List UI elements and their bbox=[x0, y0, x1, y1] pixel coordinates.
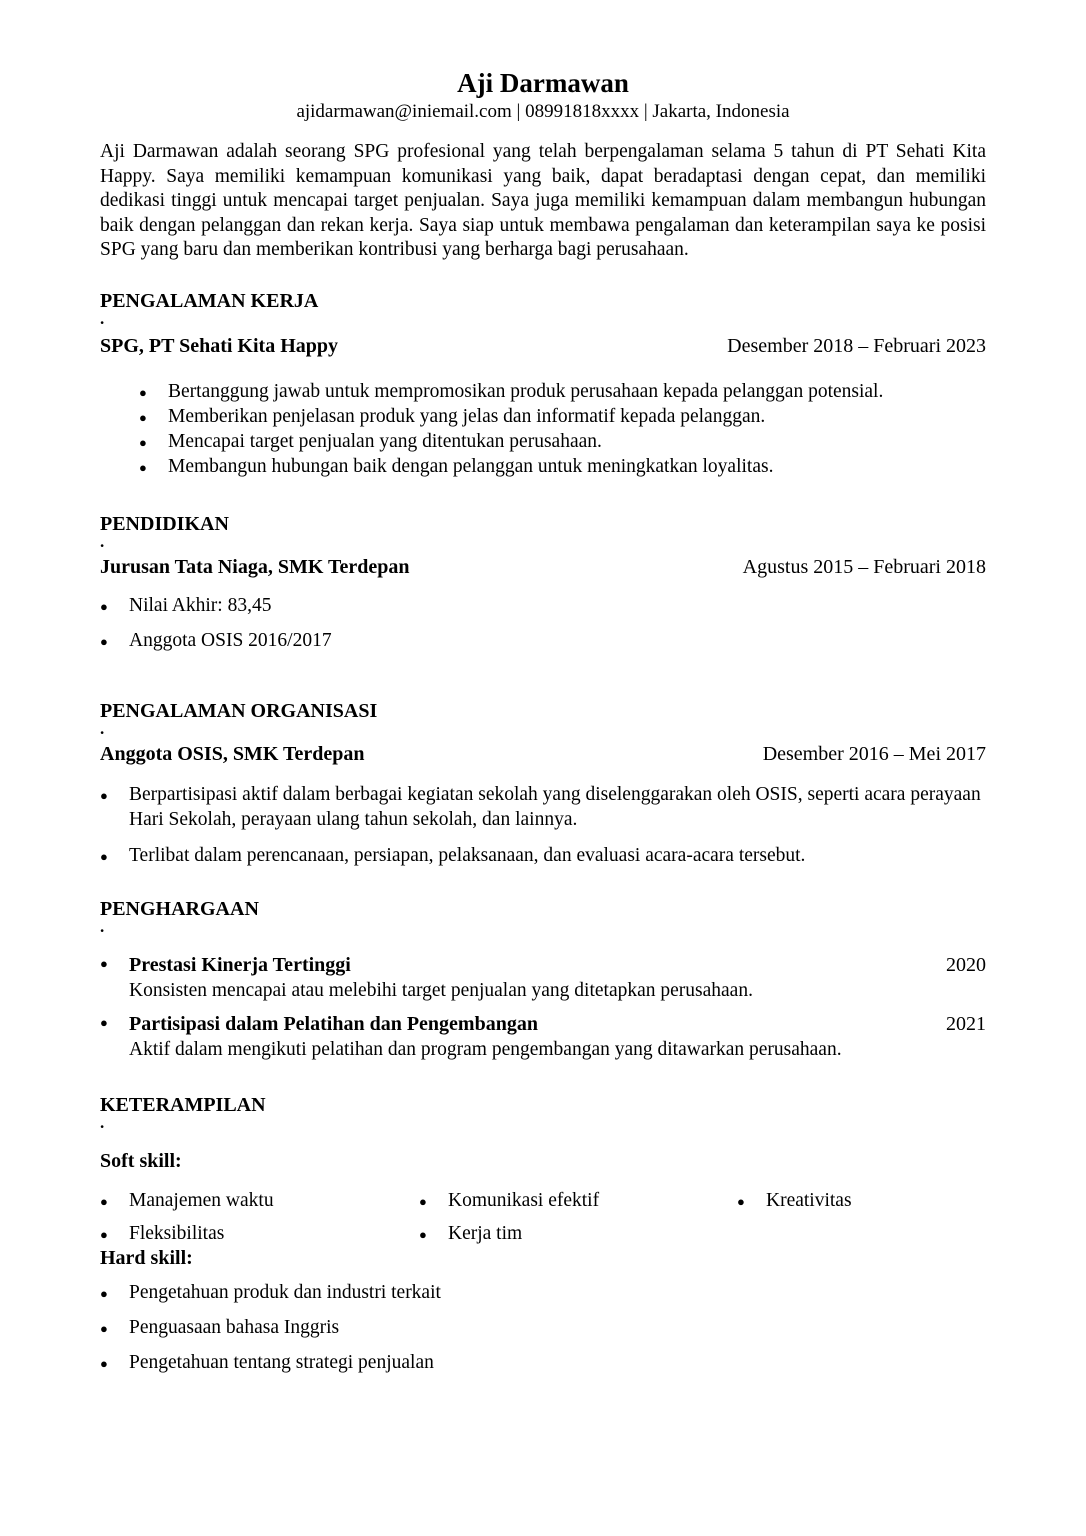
soft-skill-item: ● Komunikasi efektif bbox=[419, 1188, 737, 1213]
experience-bullet: ● Memberikan penjelasan produk yang jelas dan informatif kepada pelanggan. bbox=[139, 404, 986, 429]
hard-skill-item: ● Penguasaan bahasa Inggris bbox=[100, 1315, 986, 1340]
experience-bullet: ● Mencapai target penjualan yang ditentukan perusahaan. bbox=[139, 429, 986, 454]
education-bullet: ● Anggota OSIS 2016/2017 bbox=[100, 628, 986, 653]
section-skills bbox=[100, 1093, 986, 1375]
section-heading-education: PENDIDIKAN bbox=[100, 512, 229, 535]
hard-skill-item: ● Pengetahuan produk dan industri terkait bbox=[100, 1280, 986, 1305]
section-heading-skills: KETERAMPILAN bbox=[100, 1093, 266, 1116]
section-heading-awards: PENGHARGAAN bbox=[100, 897, 259, 920]
section-experience bbox=[100, 289, 986, 479]
section-organization bbox=[100, 699, 986, 868]
experience-bullet: ● Membangun hubungan baik dengan pelanggan untuk meningkatkan loyalitas. bbox=[139, 454, 986, 479]
soft-skill-item: ● Kerja tim bbox=[419, 1221, 737, 1246]
education-bullet-list bbox=[100, 593, 986, 653]
organization-date-range: Desember 2016 – Mei 2017 bbox=[762, 742, 986, 765]
section-heading-organization: PENGALAMAN ORGANISASI bbox=[100, 699, 378, 722]
education-bullet: ● Nilai Akhir: 83,45 bbox=[100, 593, 986, 618]
organization-title: Anggota OSIS, SMK Terdepan bbox=[100, 742, 365, 765]
award-title: ● Prestasi Kinerja Tertinggi bbox=[129, 953, 351, 976]
section-education bbox=[100, 512, 986, 653]
summary-paragraph: Aji Darmawan adalah seorang SPG profesional yang telah berpengalaman selama 5 tahun di PT Sehati Kita Happy. Saya memiliki kemampuan komunikasi yang baik, dapat beradaptasi dengan cepat, dan memiliki dedikasi tinggi untuk mencapai target penjualan. Saya juga memiliki kemampuan dalam membangun hubungan baik dengan pelanggan dan rekan kerja. Saya siap untuk membawa pengalaman dan keterampilan saya ke posisi SPG yang baru dan memberikan kontribusi yang berharga bagi perusahaan. bbox=[100, 141, 986, 260]
hard-skill-list bbox=[100, 1280, 986, 1375]
hard-skill-label: Hard skill: bbox=[100, 1246, 193, 1269]
award-description: Aktif dalam mengikuti pelatihan dan program pengembangan yang ditawarkan perusahaan. bbox=[129, 1038, 842, 1060]
education-date-range: Agustus 2015 – Februari 2018 bbox=[742, 555, 986, 578]
job-title: SPG, PT Sehati Kita Happy bbox=[100, 334, 339, 357]
person-name: Aji Darmawan bbox=[457, 68, 629, 98]
education-entry-header bbox=[100, 555, 986, 579]
awards-list bbox=[100, 953, 986, 1062]
award-description: Konsisten mencapai atau melebihi target penjualan yang ditetapkan perusahaan. bbox=[129, 979, 753, 1001]
organization-bullet: ● Berpartisipasi aktif dalam berbagai kegiatan sekolah yang diselenggarakan oleh OSIS, seperti acara perayaan Hari Sekolah, perayaan ulang tahun sekolah, dan lainnya. bbox=[100, 782, 986, 832]
section-heading-experience: PENGALAMAN KERJA bbox=[100, 289, 319, 312]
organization-bullet-list bbox=[100, 782, 986, 868]
award-year: 2020 bbox=[946, 953, 986, 976]
organization-bullet: ● Terlibat dalam perencanaan, persiapan, pelaksanaan, dan evaluasi acara-acara tersebut. bbox=[100, 843, 986, 868]
soft-skill-item: ● Fleksibilitas bbox=[100, 1221, 419, 1246]
education-title: Jurusan Tata Niaga, SMK Terdepan bbox=[100, 555, 410, 578]
soft-skill-list bbox=[100, 1188, 986, 1246]
experience-bullet: ● Bertanggung jawab untuk mempromosikan produk perusahaan kepada pelanggan potensial. bbox=[139, 379, 986, 404]
soft-skill-item: ● Kreativitas bbox=[737, 1188, 986, 1213]
award-item bbox=[100, 1012, 986, 1062]
award-header bbox=[129, 1012, 986, 1037]
section-divider-dot: . bbox=[100, 718, 105, 738]
soft-skill-item: ● Manajemen waktu bbox=[100, 1188, 419, 1213]
experience-bullet-list bbox=[100, 379, 986, 479]
soft-skill-label: Soft skill: bbox=[100, 1149, 182, 1172]
award-item bbox=[100, 953, 986, 1003]
hard-skill-item: ● Pengetahuan tentang strategi penjualan bbox=[100, 1350, 986, 1375]
resume-header bbox=[100, 68, 986, 123]
job-date-range: Desember 2018 – Februari 2023 bbox=[727, 334, 986, 357]
section-divider-dot: . bbox=[100, 916, 105, 936]
experience-entry-header bbox=[100, 334, 986, 358]
section-divider-dot: . bbox=[100, 531, 105, 551]
section-divider-dot: . bbox=[100, 308, 105, 328]
organization-entry-header bbox=[100, 742, 986, 766]
award-year: 2021 bbox=[946, 1012, 986, 1035]
award-header bbox=[129, 953, 986, 978]
award-title: ● Partisipasi dalam Pelatihan dan Pengembangan bbox=[129, 1012, 538, 1035]
contact-line: ajidarmawan@iniemail.com | 08991818xxxx | Jakarta, Indonesia bbox=[296, 101, 790, 122]
section-awards bbox=[100, 897, 986, 1062]
section-divider-dot: . bbox=[100, 1112, 105, 1132]
